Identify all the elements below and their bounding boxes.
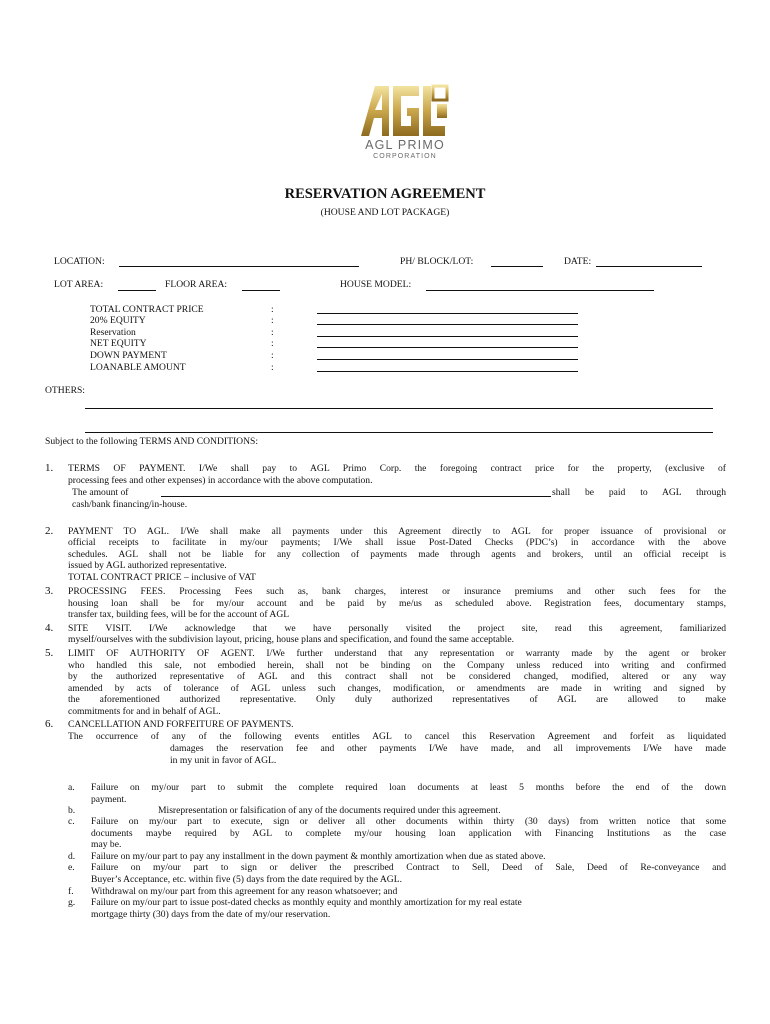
ph-block-lot-label: PH/ BLOCK/LOT: bbox=[400, 256, 474, 267]
term-6-text: The occurrence of any of the following events entitles AGL to cancel this Reservation Agreement and forfeit as liquidated bbox=[68, 731, 726, 742]
sub-item-label: e. bbox=[68, 862, 75, 873]
sub-item-d-text: Failure on my/our part to pay any installment in the down payment & monthly amortization when due as stated above. bbox=[91, 851, 546, 862]
location-field[interactable] bbox=[119, 266, 359, 267]
sub-item-label: b. bbox=[68, 805, 76, 816]
term-1-text: cash/bank financing/in-house. bbox=[72, 499, 188, 510]
term-3-text: transfer tax, building fees, will be for the account of AGL bbox=[68, 609, 290, 620]
term-number: 1. bbox=[45, 462, 54, 474]
price-item-reservation: Reservation bbox=[90, 327, 136, 338]
lot-area-label: LOT AREA: bbox=[54, 279, 104, 290]
house-model-label: HOUSE MODEL: bbox=[340, 279, 412, 290]
sub-item-c-text: may be. bbox=[91, 839, 122, 850]
date-label: DATE: bbox=[564, 256, 592, 267]
sub-item-c-text: documents maybe required by AGL to complete my/our housing loan application with Financing Institutions as the case bbox=[91, 828, 726, 839]
price-field[interactable] bbox=[317, 324, 578, 325]
sub-item-a-text: Failure on my/our part to submit the complete required loan documents at least 5 months before the end of the down bbox=[91, 782, 726, 793]
term-number: 6. bbox=[45, 718, 54, 730]
term-1-text: TERMS OF PAYMENT. I/We shall pay to AGL Primo Corp. the foregoing contract price for the property, (exclusive of bbox=[68, 463, 726, 474]
term-6-heading: CANCELLATION AND FORFEITURE OF PAYMENTS. bbox=[68, 719, 294, 730]
term-4-text: myself/ourselves with the subdivision layout, pricing, house plans and specification, and found the same acceptable. bbox=[68, 634, 514, 645]
price-field[interactable] bbox=[317, 313, 578, 314]
sub-item-label: f. bbox=[68, 886, 74, 897]
price-field[interactable] bbox=[317, 359, 578, 360]
house-model-field[interactable] bbox=[426, 290, 654, 291]
lot-area-field[interactable] bbox=[118, 290, 156, 291]
term-5-text: who handled this sale, not embodied herein, shall not be binding on the Company unless reduced into writing and confirmed bbox=[68, 660, 726, 671]
ph-block-lot-field[interactable] bbox=[491, 266, 543, 267]
term-2-text: official receipts to facilitate in my/our payments; I/We shall issue Post-Dated Checks (PDC’s) in accordance with the above bbox=[68, 537, 726, 548]
location-label: LOCATION: bbox=[54, 256, 105, 267]
price-colon: : bbox=[271, 338, 274, 349]
price-colon: : bbox=[271, 315, 274, 326]
logo-company-sub: CORPORATION bbox=[373, 153, 437, 160]
others-field[interactable] bbox=[85, 432, 713, 433]
sub-item-g-text: mortgage thirty (30) days from the date of my/our reservation. bbox=[91, 909, 331, 920]
term-3-text: PROCESSING FEES. Processing Fees such as, bank charges, interest or insurance premiums and other such fees for the bbox=[68, 586, 726, 597]
document-subtitle: (HOUSE AND LOT PACKAGE) bbox=[320, 207, 450, 218]
sub-item-g-text: Failure on my/our part to issue post-dated checks as monthly equity and monthly amortization for my real estate bbox=[91, 897, 522, 908]
price-field[interactable] bbox=[317, 347, 578, 348]
term-4-text: SITE VISIT. I/We acknowledge that we have personally visited the project site, read this agreement, familiarized bbox=[68, 623, 726, 634]
term-5-text: commitments for and in behalf of AGL. bbox=[68, 706, 221, 717]
sub-item-f-text: Withdrawal on my/our part from this agreement for any reason whatsoever; and bbox=[91, 886, 398, 897]
price-item-loanable-amount: LOANABLE AMOUNT bbox=[90, 362, 186, 373]
sub-item-label: g. bbox=[68, 897, 76, 908]
sub-item-label: d. bbox=[68, 851, 76, 862]
term-5-text: the aforementioned authorized representative. Only duly authorized representatives of AGL are allowed to make bbox=[68, 694, 726, 705]
term-3-text: housing loan shall be for my/our account and be paid by me/us as scheduled above. Registration fees, documentary stamps, bbox=[68, 598, 726, 609]
term-1-text: processing fees and other expenses) in accordance with the above computation. bbox=[68, 475, 373, 486]
amount-field[interactable] bbox=[161, 496, 551, 497]
price-colon: : bbox=[271, 327, 274, 338]
sub-item-label: c. bbox=[68, 816, 75, 827]
price-field[interactable] bbox=[317, 371, 578, 372]
price-item-down-payment: DOWN PAYMENT bbox=[90, 350, 167, 361]
term-2-text: PAYMENT TO AGL. I/We shall make all payments under this Agreement directly to AGL for proper issuance of provisional or bbox=[68, 526, 726, 537]
term-5-text: LIMIT OF AUTHORITY OF AGENT. I/We further understand that any representation or warranty made by the agent or broker bbox=[68, 648, 726, 659]
term-6-text: damages the reservation fee and other payments I/We have made, and all improvements I/We have made bbox=[170, 743, 726, 754]
term-2-text: schedules. AGL shall not be liable for any collection of payments made through agents and brokers, until an official receipt is bbox=[68, 549, 726, 560]
term-number: 4. bbox=[45, 622, 54, 634]
term-1-text: shall be paid to AGL through bbox=[552, 487, 726, 498]
floor-area-field[interactable] bbox=[242, 290, 280, 291]
term-2-text: TOTAL CONTRACT PRICE – inclusive of VAT bbox=[68, 572, 256, 583]
term-1-text: The amount of bbox=[72, 487, 129, 498]
others-label: OTHERS: bbox=[45, 385, 85, 396]
others-field[interactable] bbox=[85, 408, 713, 409]
price-field[interactable] bbox=[317, 336, 578, 337]
term-number: 3. bbox=[45, 585, 54, 597]
terms-intro: Subject to the following TERMS AND CONDITIONS: bbox=[45, 436, 259, 447]
term-number: 5. bbox=[45, 647, 54, 659]
price-colon: : bbox=[271, 350, 274, 361]
term-6-text: in my unit in favor of AGL. bbox=[170, 755, 277, 766]
price-item-net-equity: NET EQUITY bbox=[90, 338, 147, 349]
term-5-text: amended by acts of tolerance of AGL unless such changes, modification, or amendments are made in writing and signed by bbox=[68, 683, 726, 694]
sub-item-c-text: Failure on my/our part to execute, sign or deliver all other documents within thirty (30 days) from written notice that some bbox=[91, 816, 726, 827]
logo-company-name: AGL PRIMO bbox=[365, 138, 445, 152]
price-item-total-contract-price: TOTAL CONTRACT PRICE bbox=[90, 304, 204, 315]
document-title: RESERVATION AGREEMENT bbox=[284, 186, 486, 202]
term-2-text: issued by AGL authorized representative. bbox=[68, 560, 227, 571]
floor-area-label: FLOOR AREA: bbox=[165, 279, 228, 290]
price-item-equity: 20% EQUITY bbox=[90, 315, 146, 326]
date-field[interactable] bbox=[596, 266, 702, 267]
term-number: 2. bbox=[45, 525, 54, 537]
price-colon: : bbox=[271, 362, 274, 373]
price-colon: : bbox=[271, 304, 274, 315]
sub-item-e-text: Buyer’s Acceptance, etc. within five (5) days from the date required by the AGL. bbox=[91, 874, 402, 885]
sub-item-e-text: Failure on my/our part to sign or deliver the prescribed Contract to Sell, Deed of Sale, Deed of Re-conveyance and bbox=[91, 862, 726, 873]
sub-item-b-text: Misrepresentation or falsification of any of the documents required under this agreement. bbox=[158, 805, 501, 816]
sub-item-a-text: payment. bbox=[91, 794, 127, 805]
term-5-text: by the authorized representative of AGL and this contract shall not be considered changed, modified, altered or any way bbox=[68, 671, 726, 682]
sub-item-label: a. bbox=[68, 782, 75, 793]
